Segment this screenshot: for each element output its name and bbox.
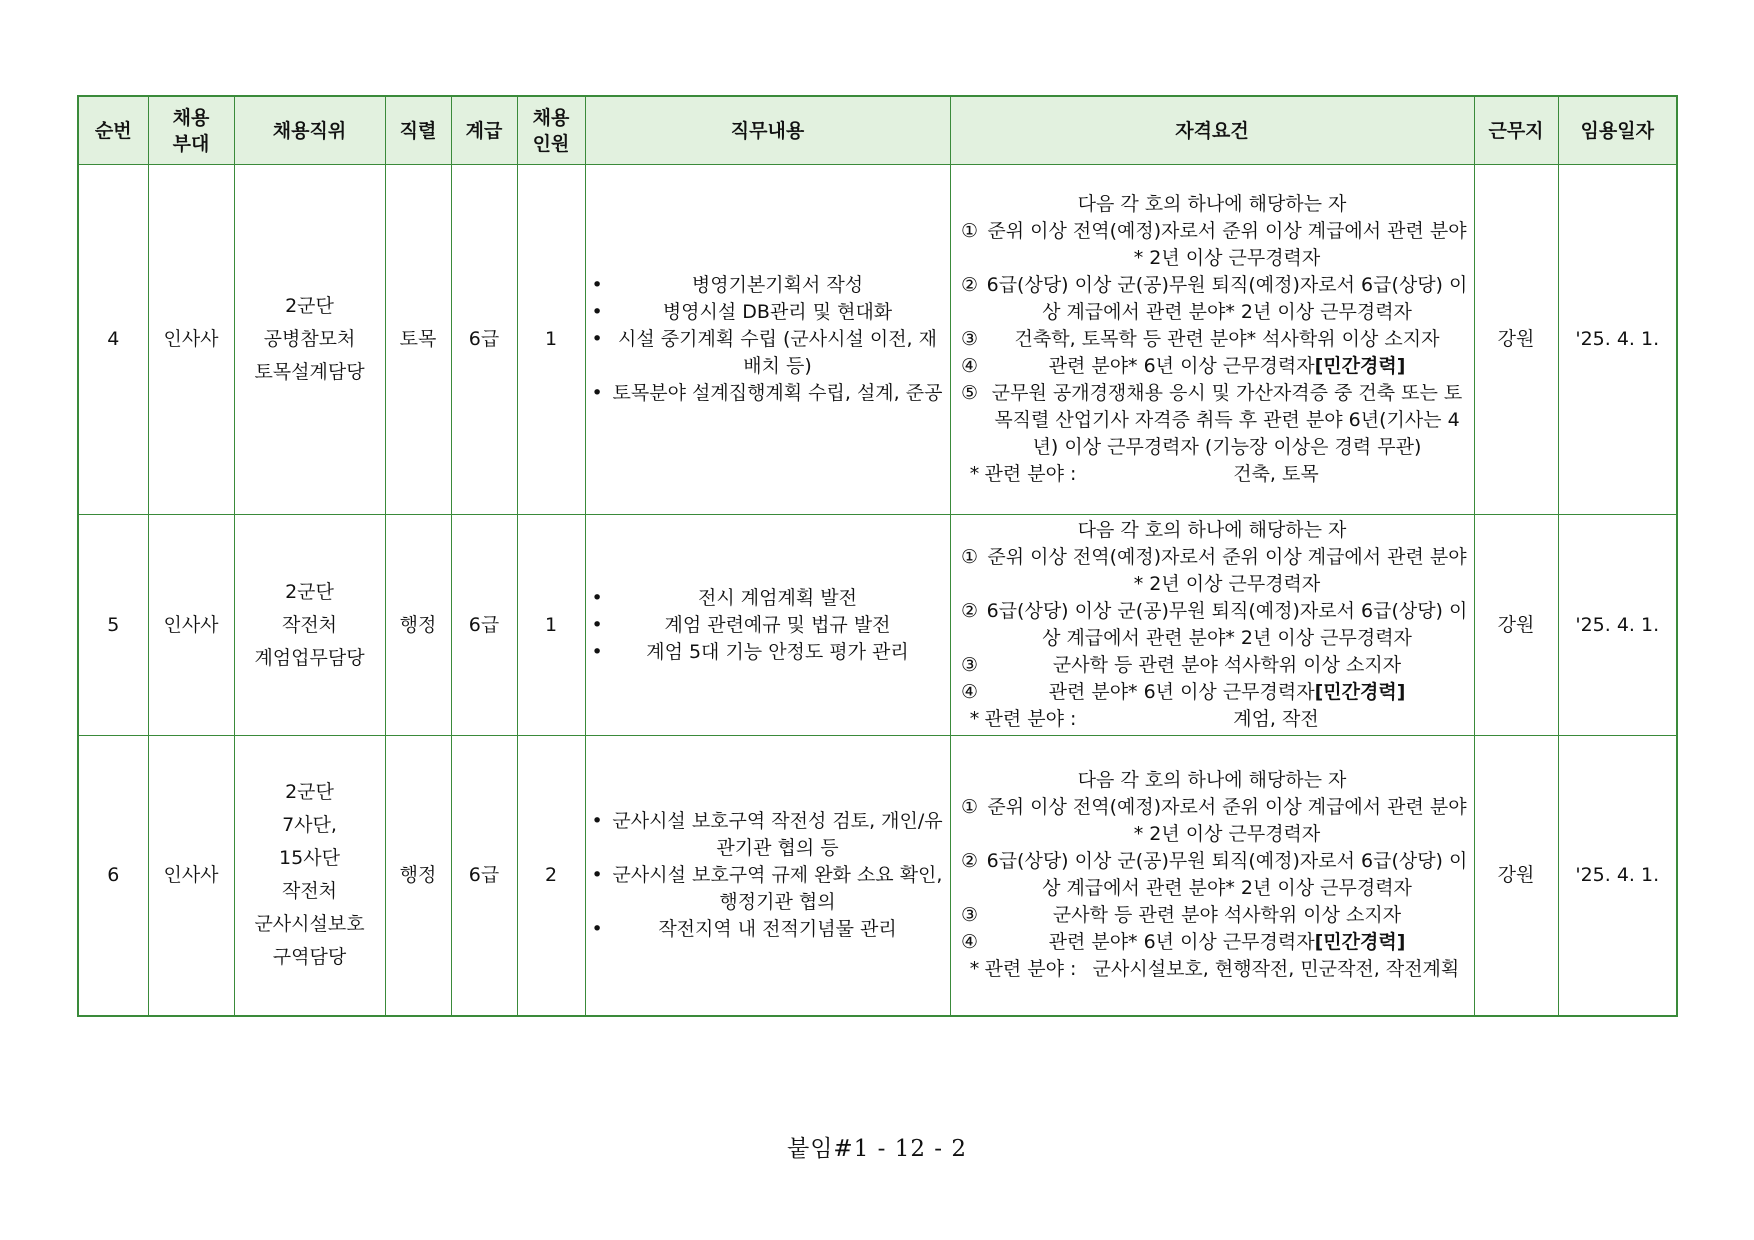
qual-text-body: 준위 이상 전역(예정)자로서 준위 이상 계급에서 관련 분야* 2년 이상 근무경력자 (987, 220, 1467, 269)
duty-item: • 병영기본기획서 작성 (590, 272, 946, 299)
qual-text (985, 902, 1470, 929)
duty-item: • 전시 계엄계획 발전 (590, 585, 946, 612)
qual-item (955, 353, 1470, 380)
qual-text-body: 준위 이상 전역(예정)자로서 준위 이상 계급에서 관련 분야* 2년 이상 근무경력자 (987, 546, 1467, 595)
duties-list (590, 808, 946, 943)
qual-mark: ③ (960, 328, 979, 350)
header-line: 채용 (172, 106, 210, 129)
duty-item: • 토목분야 설계집행계획 수립, 설계, 준공 (590, 380, 946, 407)
position-line: 토목설계담당 (254, 361, 365, 383)
qual-item (955, 848, 1470, 902)
qual-text-body: 군사학 등 관련 분야 석사학위 이상 소지자 (1052, 904, 1402, 927)
qual-text (985, 380, 1470, 461)
cell-no: 5 (78, 515, 148, 736)
qual-mark: ⑤ (960, 382, 979, 404)
position-line: 군사시설보호 (254, 913, 365, 936)
qual-mark: ③ (960, 654, 979, 676)
header-qualifications: 자격요건 (950, 96, 1474, 165)
qual-note-mark: * (969, 708, 980, 730)
qual-civil-tag: [민간경력] (1314, 681, 1406, 703)
qual-item (955, 598, 1470, 652)
qual-text-body: 군사학 등 관련 분야 석사학위 이상 소지자 (1052, 654, 1402, 676)
cell-location: 강원 (1474, 165, 1558, 515)
cell-date: '25. 4. 1. (1558, 736, 1677, 1016)
qual-text (985, 353, 1470, 380)
qual-text (985, 544, 1470, 598)
qual-civil-tag: [민간경력] (1314, 355, 1406, 377)
qual-note-label: 관련 분야 (984, 958, 1064, 981)
position-line: 구역담당 (272, 946, 347, 969)
cell-grade: 6급 (451, 165, 517, 515)
table-body (78, 165, 1677, 1016)
table-header-row (78, 96, 1677, 165)
qual-text (985, 272, 1470, 326)
position-line: 작전처 (281, 613, 338, 636)
qual-text-body: 6급(상당) 이상 군(공)무원 퇴직(예정)자로서 6급(상당) 이상 계급에서 관련 분야* 2년 이상 근무경력자 (986, 274, 1468, 323)
recruitment-table-wrapper (77, 95, 1676, 1017)
duty-item: • 작전지역 내 전적기념물 관리 (590, 916, 946, 943)
qual-note (955, 461, 1470, 488)
qual-item (955, 794, 1470, 848)
qual-text-body: 준위 이상 전역(예정)자로서 준위 이상 계급에서 관련 분야* 2년 이상 근무경력자 (987, 796, 1467, 846)
cell-location: 강원 (1474, 736, 1558, 1016)
cell-count: 1 (517, 165, 585, 515)
qual-note-value: 계엄, 작전 (1233, 708, 1319, 730)
qual-mark: ② (960, 600, 979, 622)
cell-duties (585, 736, 950, 1016)
cell-position (234, 736, 385, 1016)
duty-item: • 병영시설 DB관리 및 현대화 (590, 299, 946, 326)
position-line: 2군단 (285, 295, 334, 317)
qual-mark: ④ (960, 931, 979, 954)
qual-text (985, 679, 1470, 706)
header-line: 채용 (532, 106, 570, 129)
qual-text (985, 929, 1470, 956)
qual-item (955, 326, 1470, 353)
cell-unit: 인사사 (148, 515, 234, 736)
qual-text (985, 326, 1470, 353)
header-no: 순번 (78, 96, 148, 165)
qual-note-mark: * (969, 463, 980, 485)
cell-duties (585, 165, 950, 515)
qual-mark: ② (960, 850, 979, 873)
duty-item: • 계엄 5대 기능 안정도 평가 관리 (590, 639, 946, 666)
header-series: 직렬 (385, 96, 451, 165)
header-location: 근무지 (1474, 96, 1558, 165)
cell-grade: 6급 (451, 736, 517, 1016)
cell-grade: 6급 (451, 515, 517, 736)
header-unit (148, 96, 234, 165)
cell-count: 2 (517, 736, 585, 1016)
qual-item (955, 929, 1470, 956)
qual-mark: ① (960, 220, 979, 242)
table-row (78, 736, 1677, 1016)
qual-note-value: 건축, 토목 (1233, 463, 1319, 485)
cell-qualifications (950, 736, 1474, 1016)
qual-note-label: 관련 분야 (984, 708, 1064, 730)
cell-unit: 인사사 (148, 165, 234, 515)
table-row (78, 165, 1677, 515)
header-count (517, 96, 585, 165)
header-line: 인원 (532, 132, 570, 155)
position-line: 공병참모처 (263, 328, 356, 350)
position-line: 2군단 (285, 781, 334, 804)
position-line: 7사단, (282, 814, 337, 837)
position-line: 2군단 (285, 580, 334, 603)
page-footer: 붙임#1 - 12 - 2 (786, 1136, 968, 1162)
duties-list (590, 585, 946, 666)
duty-item: • 시설 중기계획 수립 (군사시설 이전, 재배치 등) (590, 326, 946, 380)
table-row (78, 515, 1677, 736)
cell-count: 1 (517, 515, 585, 736)
cell-location: 강원 (1474, 515, 1558, 736)
duties-list (590, 272, 946, 407)
qual-mark: ① (960, 796, 979, 819)
qual-note-label: 관련 분야 (984, 463, 1064, 485)
cell-unit: 인사사 (148, 736, 234, 1016)
quals-intro: 다음 각 호의 하나에 해당하는 자 (1077, 519, 1347, 541)
header-duties: 직무내용 (585, 96, 950, 165)
position-lines (239, 776, 381, 974)
qual-text-body: 군무원 공개경쟁채용 응시 및 가산자격증 중 건축 또는 토목직렬 산업기사 자격증 취득 후 관련 분야 6년(기사는 4년) 이상 근무경력자 (기능장 이상은 경력 무관) (991, 382, 1463, 458)
duty-item: • 군사시설 보호구역 작전성 검토, 개인/유관기관 협의 등 (590, 808, 946, 862)
cell-series: 행정 (385, 736, 451, 1016)
header-unit-lines (153, 105, 230, 157)
header-date: 임용일자 (1558, 96, 1677, 165)
qual-text (985, 848, 1470, 902)
qual-note (955, 706, 1470, 733)
header-count-lines (522, 105, 581, 157)
position-line: 계엄업무담당 (254, 646, 365, 669)
qual-text (985, 598, 1470, 652)
cell-qualifications (950, 515, 1474, 736)
cell-date: '25. 4. 1. (1558, 515, 1677, 736)
cell-series: 토목 (385, 165, 451, 515)
cell-no: 4 (78, 165, 148, 515)
qual-mark: ④ (960, 681, 979, 703)
qual-text (985, 794, 1470, 848)
qual-item (955, 272, 1470, 326)
position-lines (239, 290, 381, 389)
qual-note-sep: : (1063, 708, 1083, 730)
qual-item (955, 679, 1470, 706)
qual-note-sep: : (1063, 958, 1083, 981)
qual-mark: ③ (960, 904, 979, 927)
cell-series: 행정 (385, 515, 451, 736)
qual-item (955, 380, 1470, 461)
cell-position (234, 165, 385, 515)
cell-no: 6 (78, 736, 148, 1016)
cell-date: '25. 4. 1. (1558, 165, 1677, 515)
quals-intro: 다음 각 호의 하나에 해당하는 자 (1077, 193, 1347, 215)
qual-text (985, 652, 1470, 679)
qual-civil-tag: [민간경력] (1314, 931, 1406, 954)
qual-note-mark: * (969, 958, 980, 981)
qual-text-body: 관련 분야* 6년 이상 근무경력자 (1048, 931, 1315, 954)
cell-duties (585, 515, 950, 736)
qual-text (985, 218, 1470, 272)
header-grade: 계급 (451, 96, 517, 165)
header-line: 부대 (172, 132, 210, 155)
qual-item (955, 544, 1470, 598)
qual-text-body: 6급(상당) 이상 군(공)무원 퇴직(예정)자로서 6급(상당) 이상 계급에서 관련 분야* 2년 이상 근무경력자 (986, 850, 1468, 900)
position-line: 작전처 (281, 880, 338, 903)
qual-text-body: 관련 분야* 6년 이상 근무경력자 (1048, 355, 1315, 377)
duty-item: • 계엄 관련예규 및 법규 발전 (590, 612, 946, 639)
duty-item: • 군사시설 보호구역 규제 완화 소요 확인, 행정기관 협의 (590, 862, 946, 916)
qual-text-body: 관련 분야* 6년 이상 근무경력자 (1048, 681, 1315, 703)
qual-mark: ① (960, 546, 979, 568)
qual-note-value: 군사시설보호, 현행작전, 민군작전, 작전계획 (1092, 958, 1460, 981)
cell-position (234, 515, 385, 736)
recruitment-table (77, 95, 1678, 1017)
qual-note-sep: : (1063, 463, 1083, 485)
header-position: 채용직위 (234, 96, 385, 165)
cell-qualifications (950, 165, 1474, 515)
qual-text-body: 건축학, 토목학 등 관련 분야* 석사학위 이상 소지자 (1014, 328, 1440, 350)
qual-item (955, 652, 1470, 679)
position-line: 15사단 (279, 847, 340, 870)
qual-mark: ④ (960, 355, 979, 377)
qual-item (955, 902, 1470, 929)
qual-item (955, 218, 1470, 272)
qual-text-body: 6급(상당) 이상 군(공)무원 퇴직(예정)자로서 6급(상당) 이상 계급에서 관련 분야* 2년 이상 근무경력자 (986, 600, 1468, 649)
quals-intro: 다음 각 호의 하나에 해당하는 자 (1077, 769, 1347, 792)
qual-mark: ② (960, 274, 979, 296)
position-lines (239, 576, 381, 675)
qual-note (955, 956, 1470, 983)
